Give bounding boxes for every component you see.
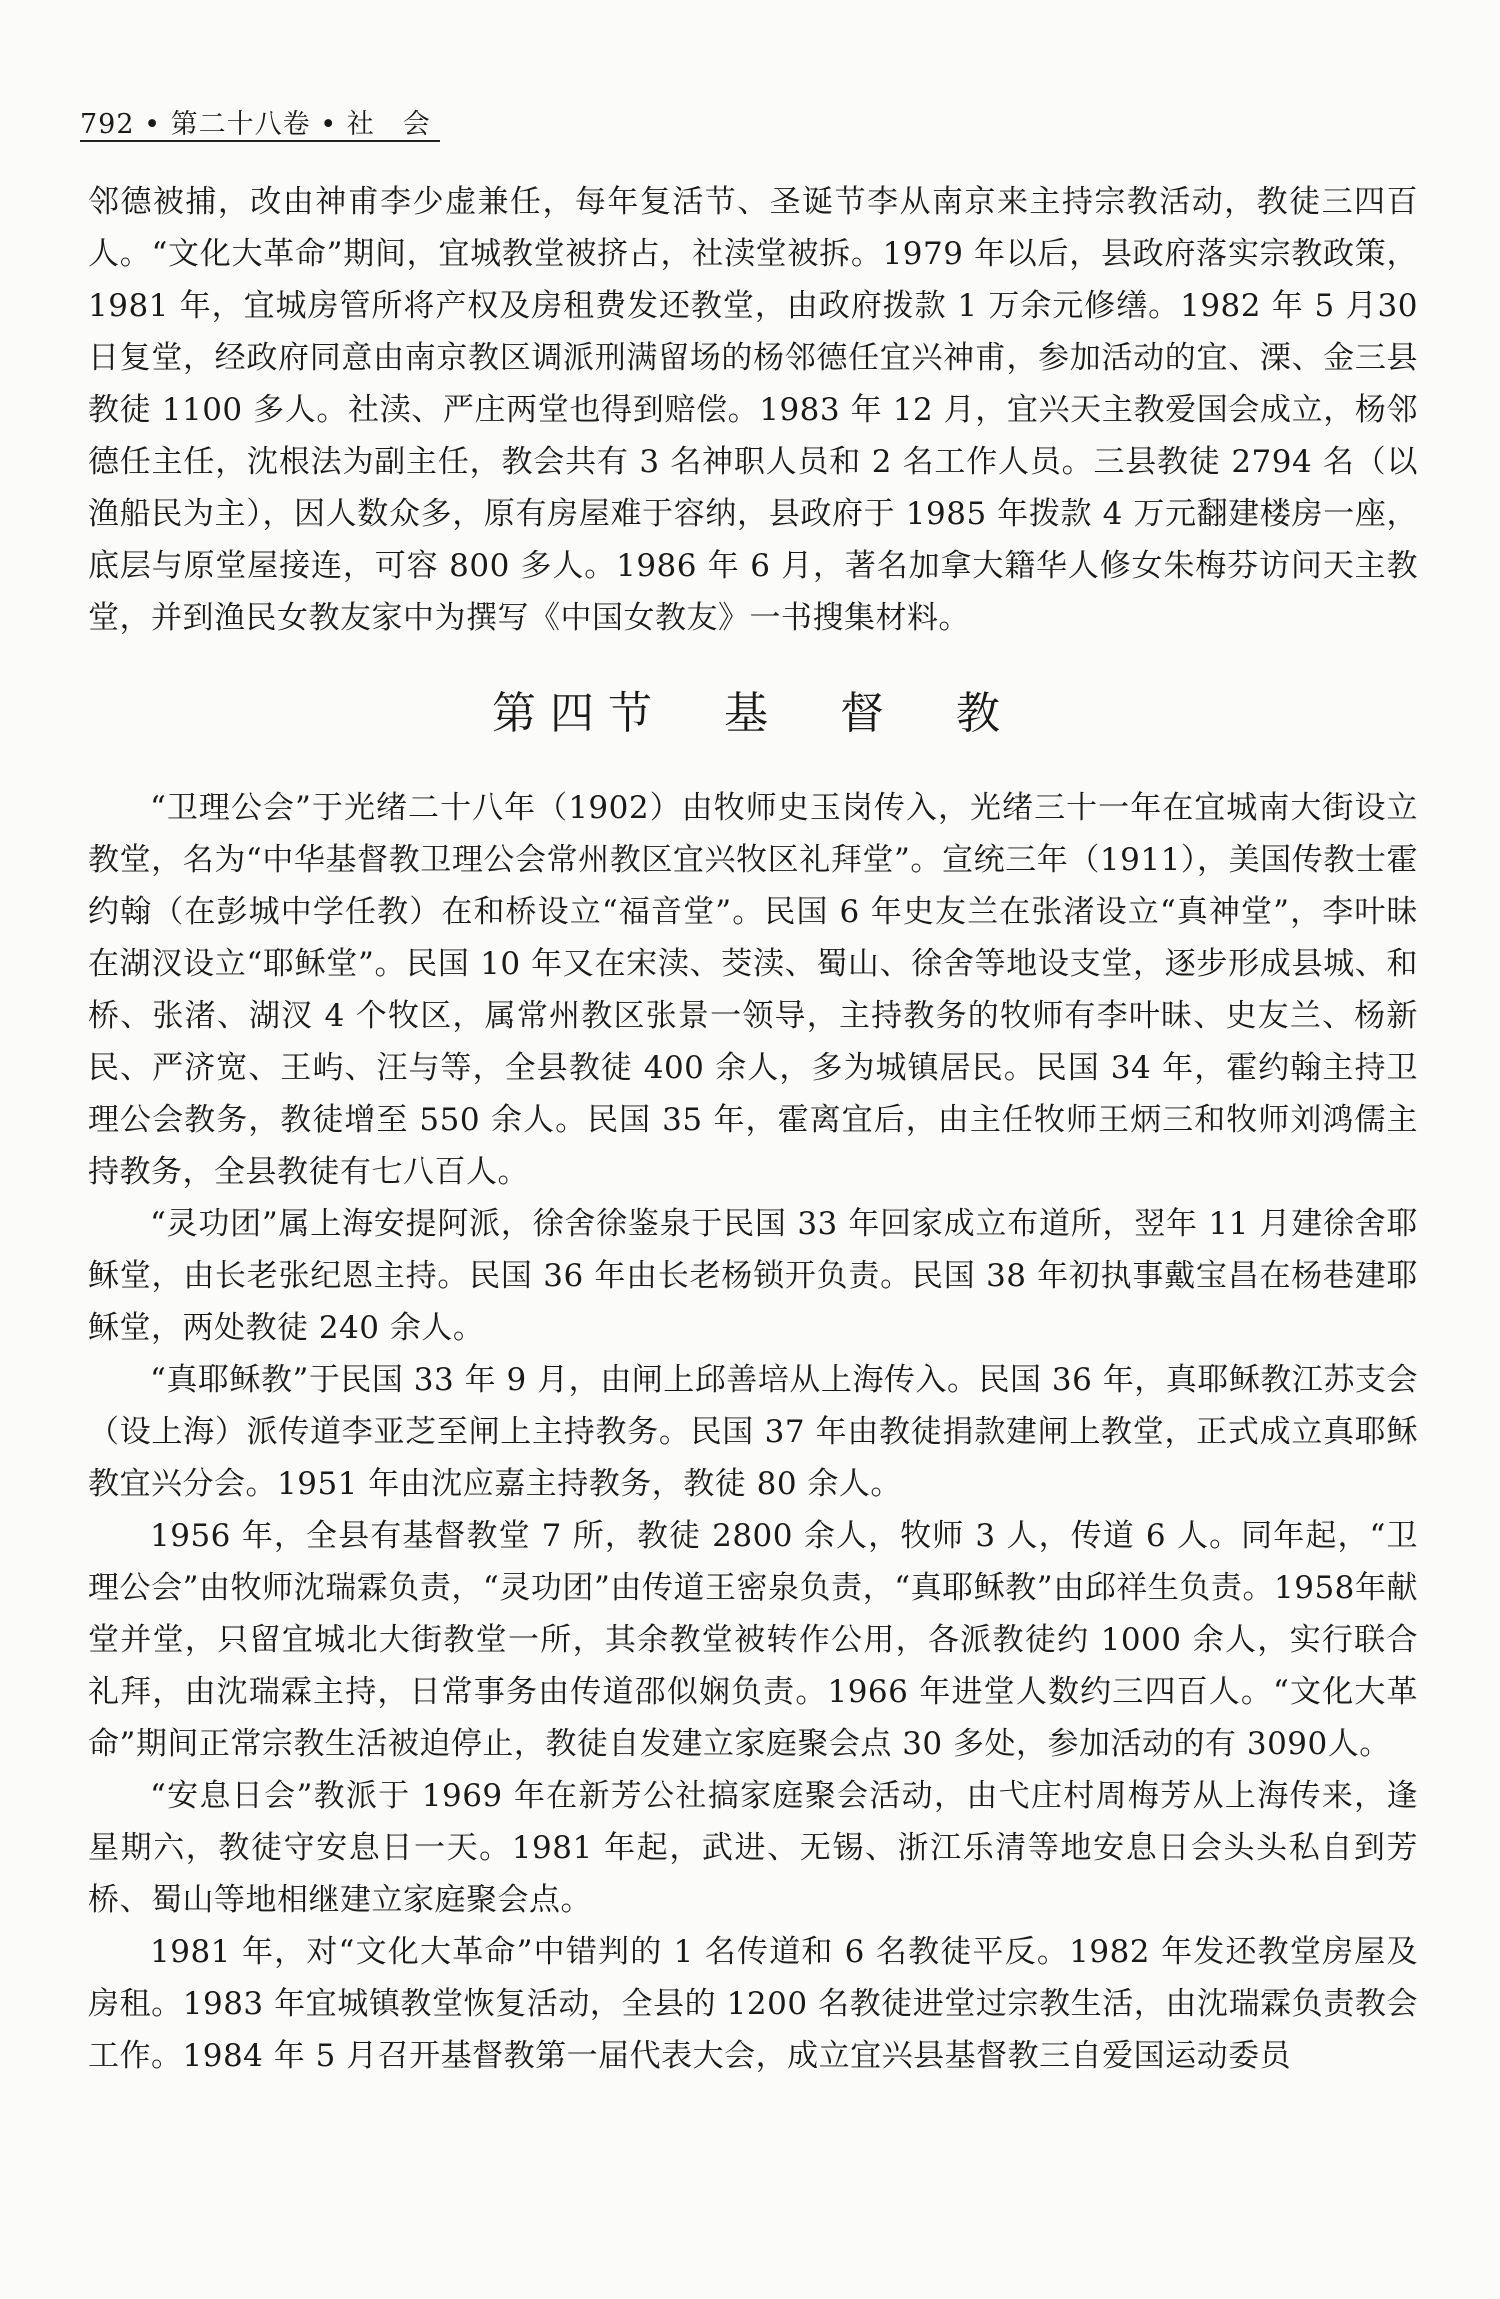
body-text: [88, 176, 1418, 2082]
header-rule: [80, 140, 440, 142]
intro-paragraph: 邻德被捕，改由神甫李少虚兼任，每年复活节、圣诞节李从南京来主持宗教活动，教徒三四百人。“文化大革命”期间，宜城教堂被挤占，社渎堂被拆。1979 年以后，县政府落实宗教政策，1981 年，宜城房管所将产权及房租费发还教堂，由政府拨款 1 万余元修缮。1982 年 5 月30 日复堂，经政府同意由南京教区调派刑满留场的杨邻德任宜兴神甫，参加活动的宜、溧、金三县教徒 1100 多人。社渎、严庄两堂也得到赔偿。1983 年 12 月，宜兴天主教爱国会成立，杨邻德任主任，沈根法为副主任，教会共有 3 名神职人员和 2 名工作人员。三县教徒 2794 名（以渔船民为主），因人数众多，原有房屋难于容纳，县政府于 1985 年拨款 4 万元翻建楼房一座，底层与原堂屋接连，可容 800 多人。1986 年 6 月，著名加拿大籍华人修女朱梅芬访问天主教堂，并到渔民女教友家中为撰写《中国女教友》一书搜集材料。: [88, 184, 1418, 636]
paragraph: “卫理公会”于光绪二十八年（1902）由牧师史玉岗传入，光绪三十一年在宜城南大街设立教堂，名为“中华基督教卫理公会常州教区宜兴牧区礼拜堂”。宣统三年（1911），美国传教士霍约翰（在彭城中学任教）在和桥设立“福音堂”。民国 6 年史友兰在张渚设立“真神堂”，李叶昧在湖汊设立“耶稣堂”。民国 10 年又在宋渎、茭渎、蜀山、徐舍等地设支堂，逐步形成县城、和桥、张渚、湖汊 4 个牧区，属常州教区张景一领导，主持教务的牧师有李叶昧、史友兰、杨新民、严济宽、王屿、汪与等，全县教徒 400 余人，多为城镇居民。民国 34 年，霍约翰主持卫理公会教务，教徒增至 550 余人。民国 35 年，霍离宜后，由主任牧师王炳三和牧师刘鸿儒主持教务，全县教徒有七八百人。: [88, 790, 1418, 1190]
section-title: 第四节 基 督 教: [492, 688, 1014, 739]
paragraph: 1956 年，全县有基督教堂 7 所，教徒 2800 余人，牧师 3 人，传道 6 人。同年起，“卫理公会”由牧师沈瑞霖负责，“灵功团”由传道王密泉负责，“真耶稣教”由邱祥生负责。1958年献堂并堂，只留宜城北大街教堂一所，其余教堂被转作公用，各派教徒约 1000 余人，实行联合礼拜，由沈瑞霖主持，日常事务由传道邵似娴负责。1966 年进堂人数约三四百人。“文化大革命”期间正常宗教生活被迫停止，教徒自发建立家庭聚会点 30 多处，参加活动的有 3090人。: [88, 1518, 1418, 1762]
running-head: 792 • 第二十八卷 • 社 会: [80, 109, 431, 140]
paragraph: “真耶稣教”于民国 33 年 9 月，由闸上邱善培从上海传入。民国 36 年，真耶稣教江苏支会（设上海）派传道李亚芝至闸上主持教务。民国 37 年由教徒捐款建闸上教堂，正式成立真耶稣教宜兴分会。1951 年由沈应嘉主持教务，教徒 80 余人。: [88, 1362, 1418, 1502]
paragraph: 1981 年，对“文化大革命”中错判的 1 名传道和 6 名教徒平反。1982 年发还教堂房屋及房租。1983 年宜城镇教堂恢复活动，全县的 1200 名教徒进堂过宗教生活，由沈瑞霖负责教会工作。1984 年 5 月召开基督教第一届代表大会，成立宜兴县基督教三自爱国运动委员: [88, 1934, 1418, 2074]
paragraph: “灵功团”属上海安提阿派，徐舍徐鉴泉于民国 33 年回家成立布道所，翌年 11 月建徐舍耶稣堂，由长老张纪恩主持。民国 36 年由长老杨锁开负责。民国 38 年初执事戴宝昌在杨巷建耶稣堂，两处教徒 240 余人。: [88, 1206, 1418, 1346]
paragraph: “安息日会”教派于 1969 年在新芳公社搞家庭聚会活动，由弋庄村周梅芳从上海传来，逢星期六，教徒守安息日一天。1981 年起，武进、无锡、浙江乐清等地安息日会头头私自到芳桥、蜀山等地相继建立家庭聚会点。: [88, 1778, 1418, 1918]
